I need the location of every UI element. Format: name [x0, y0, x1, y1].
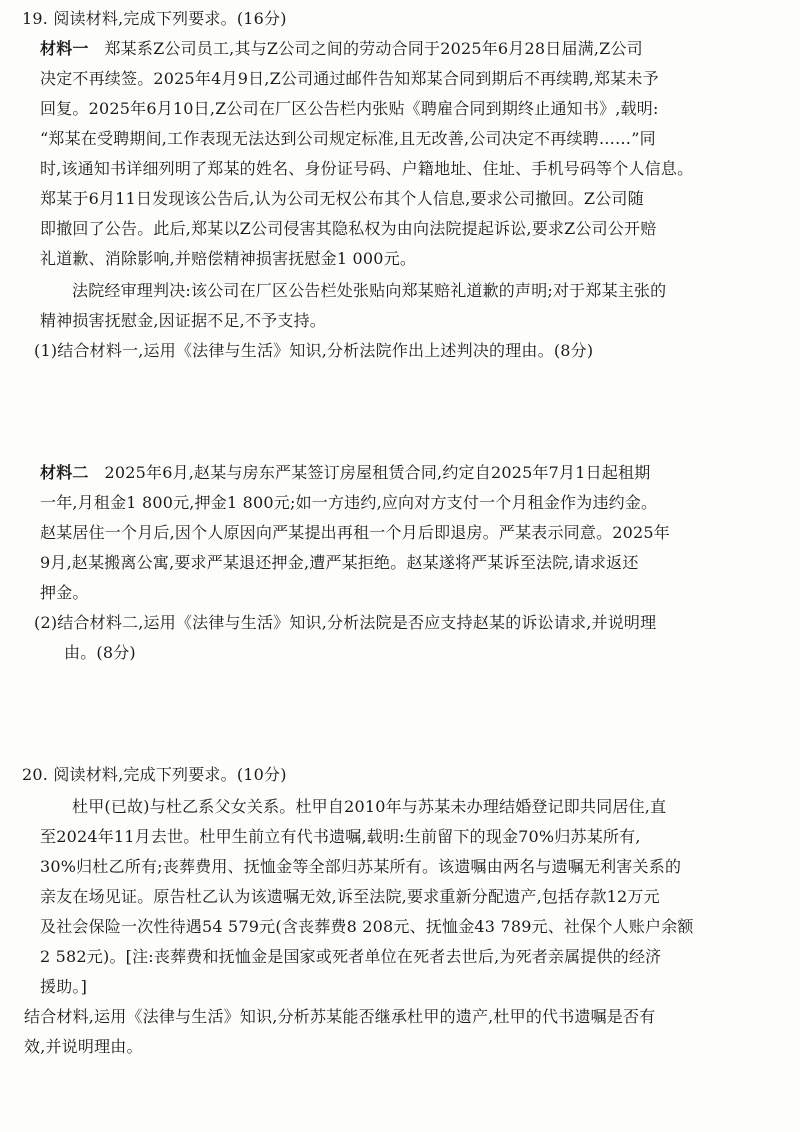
- q20-material-line-3: 30%归杜乙所有;丧葬费用、抚恤金等全部归苏某所有。该遗嘱由两名与遗嘱无利害关系的: [40, 857, 682, 876]
- q19-material1-line-3: 回复。2025年6月10日,Z公司在厂区公告栏内张贴《聘雇合同到期终止通知书》,载明:: [40, 99, 659, 118]
- q20-material-line-2: 至2024年11月去世。杜甲生前立有代书遗嘱,载明:生前留下的现金70%归苏某所有,: [40, 827, 641, 846]
- q20-task-line-1: 结合材料,运用《法律与生活》知识,分析苏某能否继承杜甲的遗产,杜甲的代书遗嘱是否有: [24, 1007, 656, 1026]
- q19-material1-line-6: 郑某于6月11日发现该公告后,认为公司无权公布其个人信息,要求公司撤回。Z公司随: [40, 189, 644, 208]
- q20-header: 20. 阅读材料,完成下列要求。(10分): [22, 765, 287, 784]
- q19-material2-line-2: 一年,月租金1 800元,押金1 800元;如一方违约,应向对方支付一个月租金作为违约金。: [40, 493, 658, 512]
- q20-material-line-6: 2 582元)。[注:丧葬费和抚恤金是国家或死者单位在死者去世后,为死者亲属提供的经济: [40, 947, 662, 966]
- q19-material2-line-1: 材料二 2025年6月,赵某与房东严某签订房屋租赁合同,约定自2025年7月1日起租期: [40, 463, 651, 482]
- q20-material-line-1: 杜甲(已故)与杜乙系父女关系。杜甲自2010年与苏某未办理结婚登记即共同居住,直: [72, 797, 667, 816]
- q19-material2-line-5: 押金。: [40, 583, 89, 602]
- q19-material1-line-1: 材料一 郑某系Z公司员工,其与Z公司之间的劳动合同于2025年6月28日届满,Z公司: [40, 39, 643, 58]
- q19-material2-label: 材料二: [40, 463, 89, 482]
- q19-header: 19. 阅读材料,完成下列要求。(16分): [22, 9, 287, 28]
- q19-court-line-1: 法院经审理判决:该公司在厂区公告栏处张贴向郑某赔礼道歉的声明;对于郑某主张的: [72, 281, 667, 300]
- q19-material1-line-8: 礼道歉、消除影响,并赔偿精神损害抚慰金1 000元。: [40, 249, 417, 268]
- q19-material1-line-2: 决定不再续签。2025年4月9日,Z公司通过邮件告知郑某合同到期后不再续聘,郑某未予: [40, 69, 659, 88]
- q20-task-line-2: 效,并说明理由。: [24, 1037, 143, 1056]
- q20-material-line-5: 及社会保险一次性待遇54 579元(含丧葬费8 208元、抚恤金43 789元、社保个人账户余额: [40, 917, 694, 936]
- q19-material1-line-5: 时,该通知书详细列明了郑某的姓名、身份证号码、户籍地址、住址、手机号码等个人信息。: [40, 159, 694, 178]
- q19-court-line-2: 精神损害抚慰金,因证据不足,不予支持。: [40, 311, 326, 330]
- q19-sub-question-2-line-2: 由。(8分): [64, 643, 136, 662]
- q20-material-line-7: 援助。]: [40, 977, 88, 996]
- q19-material1-label: 材料一: [40, 39, 89, 58]
- q19-material2-line-4: 9月,赵某搬离公寓,要求严某退还押金,遭严某拒绝。赵某遂将严某诉至法院,请求返还: [40, 553, 639, 572]
- q19-material1-line-7: 即撤回了公告。此后,郑某以Z公司侵害其隐私权为由向法院提起诉讼,要求Z公司公开赔: [40, 219, 657, 238]
- q19-sub-question-1: (1)结合材料一,运用《法律与生活》知识,分析法院作出上述判决的理由。(8分): [34, 341, 594, 360]
- q19-material2-line-3: 赵某居住一个月后,因个人原因向严某提出再租一个月后即退房。严某表示同意。2025年: [40, 523, 671, 542]
- q20-material-line-4: 亲友在场见证。原告杜乙认为该遗嘱无效,诉至法院,要求重新分配遗产,包括存款12万元: [40, 887, 660, 906]
- q19-sub-question-2-line-1: (2)结合材料二,运用《法律与生活》知识,分析法院是否应支持赵某的诉讼请求,并说明理: [34, 613, 657, 632]
- q19-material1-line-4: “郑某在受聘期间,工作表现无法达到公司规定标准,且无改善,公司决定不再续聘……”同: [40, 129, 656, 148]
